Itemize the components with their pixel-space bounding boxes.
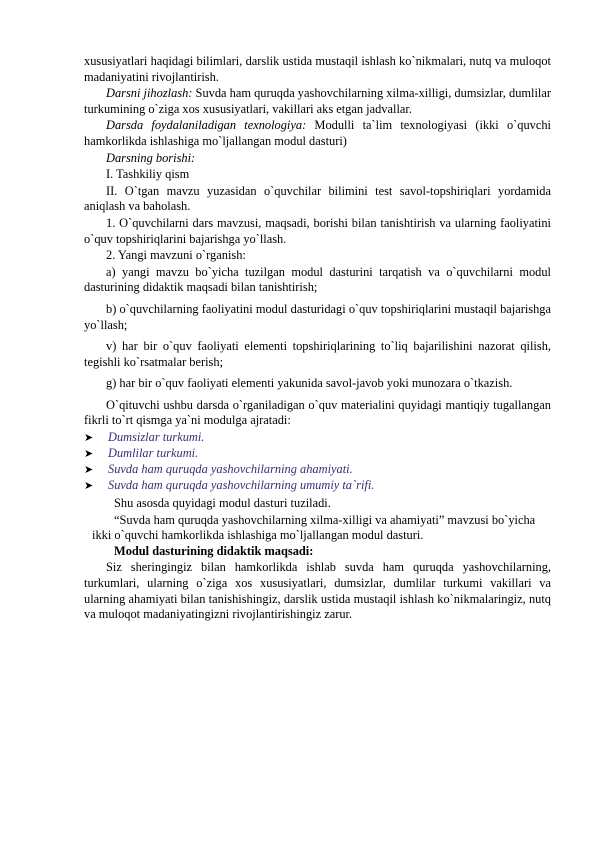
step-new-topic: 2. Yangi mavzuni o`rganish: (106, 248, 246, 263)
stage-review: II. O`tgan mavzu yuzasidan o`quvchilar bilimini test savol-topshiriqlari yordamida aniqlash va baholash. (84, 183, 551, 214)
list-item (84, 478, 551, 494)
intro-paragraph: xususiyatlari haqidagi bilimlari, darslik ustida mustaqil ishlash ko`nikmalari, nutq va muloqot madaniyatini rivojlantirish. (84, 54, 551, 84)
arrowhead-bullet-icon: ➤ (84, 432, 94, 445)
technology-text: Modulli ta`lim texnologiyasi (ikki o`quvchi hamkorlikda ishlashiga mo`ljallangan modul dasturi) (84, 118, 551, 148)
arrowhead-bullet-icon: ➤ (84, 480, 94, 493)
module-item: Dumsizlar turkumi. (108, 430, 205, 445)
list-item (84, 430, 551, 446)
module-item: Dumlilar turkumi. (108, 446, 199, 461)
technology-paragraph (84, 118, 551, 149)
module-item: Suvda ham quruqda yashovchilarning ahamiyati. (108, 462, 353, 477)
goal-paragraph: Siz sheringingiz bilan hamkorlikda ishlab suvda ham quruqda yashovchilarning, turkumlari, ularning o`ziga xos xususiyatlari, dumsizlar, dumlilar turkumi vakillari va ularning ahamiyati bilan tanishishingiz, darslik ustida mustaqil ishlash ko`nikmalaringiz, nutq va muloqot madaniyatingizni rivojlantirishingiz zarur. (84, 560, 551, 622)
document-page (84, 54, 551, 624)
step-introduce: 1. O`quvchilarni dars mavzusi, maqsadi, borishi bilan tanishtirish va ularning faoliyatini o`quv topshiriqlarini bajarishga yo`llash. (84, 215, 551, 246)
equipment-label: Darsni jihozlash: (106, 86, 193, 101)
item-b: b) o`quvchilarning faoliyatini modul dasturidagi o`quv topshiriqlarini mustaqil bajarishga yo`llash; (84, 301, 551, 332)
lesson-flow-label: Darsning borishi: (106, 150, 196, 165)
arrowhead-bullet-icon: ➤ (84, 464, 94, 477)
stage-organizational: I. Tashkiliy qism (106, 167, 190, 182)
technology-label: Darsda foydalaniladigan texnologiya: (106, 118, 307, 133)
basis-paragraph: Shu asosda quyidagi modul dasturi tuziladi. (114, 496, 331, 511)
list-item (84, 462, 551, 478)
item-v: v) har bir o`quv faoliyati elementi topshiriqlarining to`liq bajarilishini nazorat qilish, tegishli ko`rsatmalar berish; (84, 339, 551, 369)
item-g: g) har bir o`quv faoliyati elementi yakunida savol-javob yoki munozara o`tkazish. (106, 376, 513, 391)
module-item: Suvda ham quruqda yashovchilarning umumiy ta`rifi. (108, 478, 375, 493)
teacher-paragraph: O`qituvchi ushbu darsda o`rganiladigan o`quv materialini quyidagi mantiqiy tugallangan fikrli to`rt qismga ya`ni modulga ajratadi: (84, 397, 551, 428)
list-item (84, 446, 551, 462)
equipment-text: Suvda ham quruqda yashovchilarning xilma-xilligi, dumsizlar, dumlilar turkumining o`ziga xos xususiyatlari, vakillari aks etgan jadvallar. (84, 86, 551, 116)
goal-heading: Modul dasturining didaktik maqsadi: (114, 543, 314, 558)
module-list (84, 430, 551, 494)
program-paragraph: “Suvda ham quruqda yashovchilarning xilma-xilligi va ahamiyati” mavzusi bo`yicha ikki o`quvchi hamkorlikda ishlashiga mo`ljallangan modul dasturi. (92, 512, 536, 543)
arrowhead-bullet-icon: ➤ (84, 448, 94, 461)
item-a: a) yangi mavzu bo`yicha tuzilgan modul dasturini tarqatish va o`quvchilarni modul dasturining didaktik maqsadi bilan tanishtirish; (84, 264, 551, 295)
equipment-paragraph (84, 86, 551, 117)
